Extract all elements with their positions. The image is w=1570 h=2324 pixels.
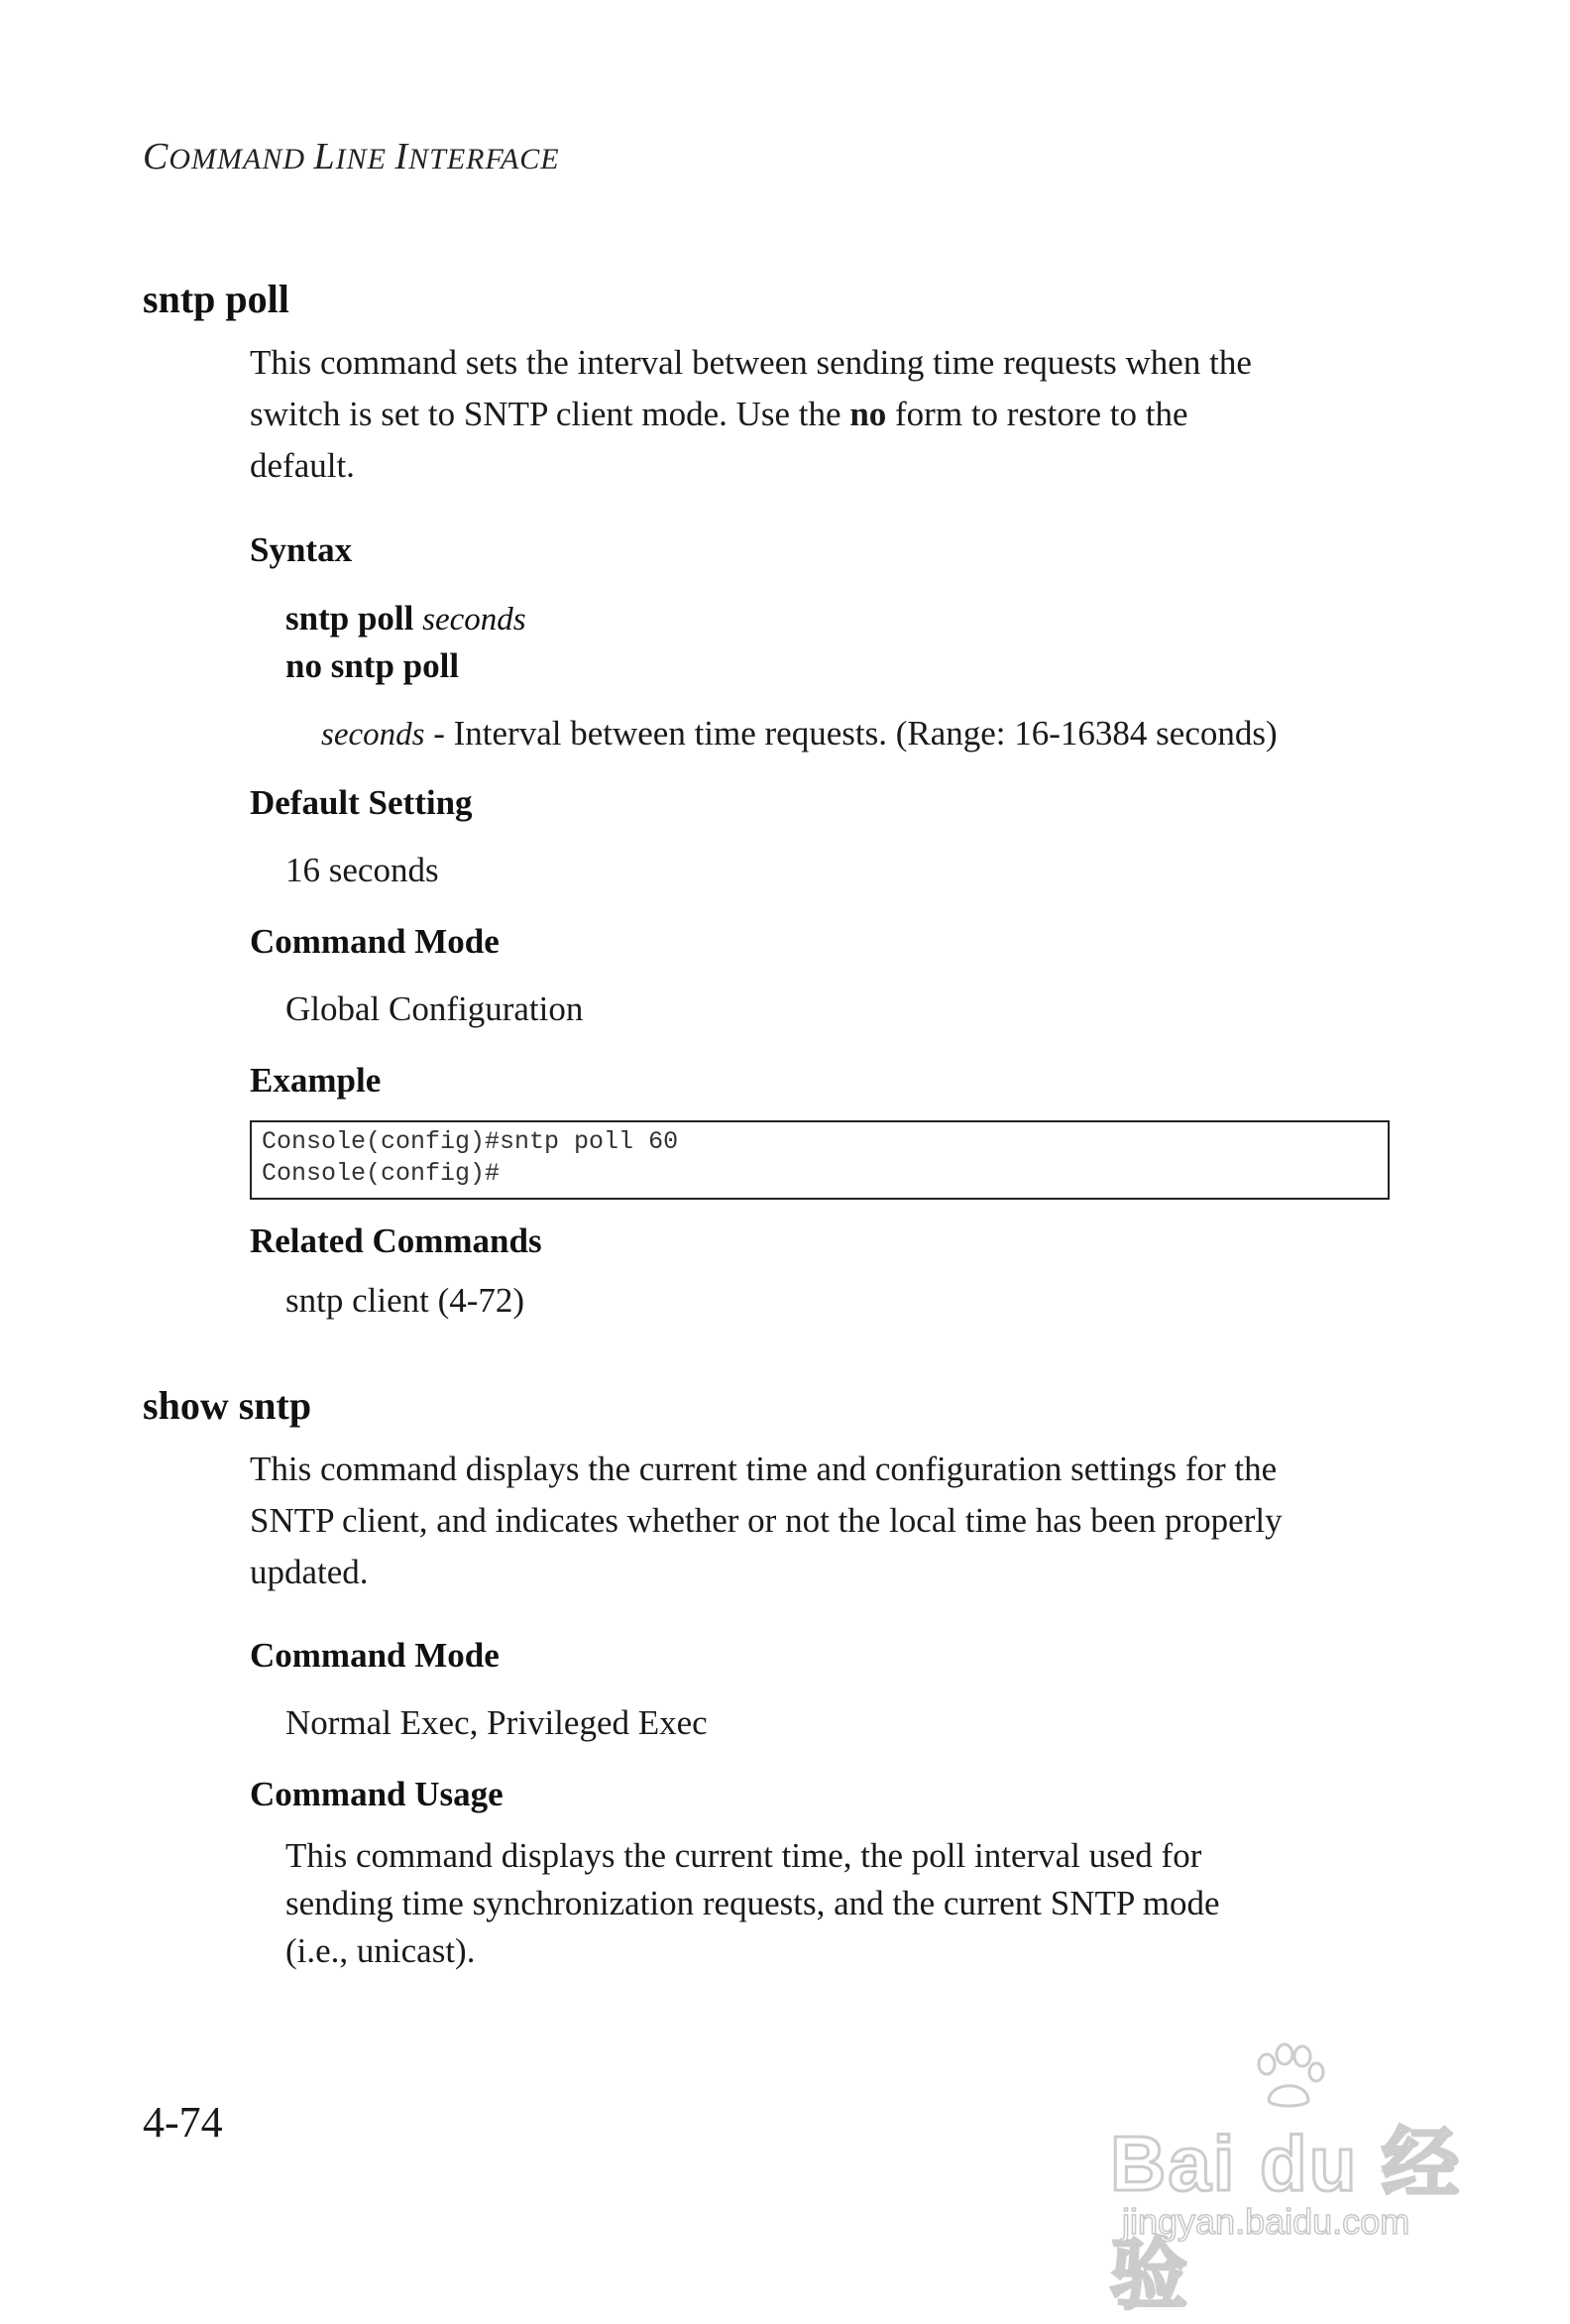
watermark-brand: Bai du 经验	[1110, 2120, 1462, 2318]
desc-line-3: default.	[250, 446, 355, 485]
related-commands-heading: Related Commands	[250, 1221, 542, 1260]
example-heading: Example	[250, 1061, 382, 1100]
desc-line-2: switch is set to SNTP client mode. Use the no form to restore to the	[250, 395, 1188, 433]
usage-line-1: This command displays the current time, the poll interval used for	[285, 1836, 1202, 1875]
default-setting-value: 16 seconds	[285, 851, 439, 889]
show-command-mode-heading: Command Mode	[250, 1636, 500, 1675]
watermark-url: jingyan.baidu.com	[1122, 2201, 1410, 2242]
desc-line-1: This command displays the current time and configuration settings for the	[250, 1450, 1278, 1488]
header-r2: INE	[335, 143, 395, 175]
running-header	[143, 135, 560, 178]
syntax-arg: seconds	[422, 602, 526, 638]
command-mode-value: Global Configuration	[285, 989, 584, 1028]
baidu-watermark	[1110, 2042, 1487, 2318]
header-r1: OMMAND	[168, 143, 314, 175]
related-commands-value: sntp client (4-72)	[285, 1281, 525, 1320]
no-keyword: no	[849, 395, 887, 433]
syntax-no-command: no sntp poll	[285, 646, 460, 685]
syntax-command: sntp poll seconds	[285, 599, 526, 638]
syntax-heading: Syntax	[250, 530, 353, 569]
header-c3: I	[394, 136, 409, 177]
example-line-1: Console(config)#sntp poll 60	[262, 1127, 679, 1156]
desc-line-1: This command sets the interval between sending time requests when the	[250, 343, 1252, 382]
sntp-poll-description	[250, 337, 1390, 492]
command-mode-heading: Command Mode	[250, 922, 500, 961]
show-sntp-title: show sntp	[143, 1383, 312, 1428]
show-command-mode-value: Normal Exec, Privileged Exec	[285, 1703, 708, 1742]
example-code-box	[250, 1120, 1390, 1200]
example-line-2: Console(config)#	[262, 1159, 501, 1188]
header-c2: L	[313, 136, 336, 177]
usage-line-3: (i.e., unicast).	[285, 1931, 476, 1970]
show-sntp-description	[250, 1444, 1390, 1598]
desc-line-2: SNTP client, and indicates whether or not the local time has been properly	[250, 1501, 1283, 1540]
usage-line-2: sending time synchronization requests, and the current SNTP mode	[285, 1884, 1220, 1922]
header-r3: NTERFACE	[408, 143, 560, 175]
sntp-poll-title: sntp poll	[143, 277, 289, 321]
default-setting-heading: Default Setting	[250, 783, 473, 822]
param-name: seconds	[321, 717, 425, 753]
param-seconds	[321, 714, 1278, 754]
command-usage-text	[285, 1832, 1376, 1975]
header-c1: C	[143, 136, 169, 177]
param-desc: - Interval between time requests. (Range: 16-16384 seconds)	[424, 714, 1278, 753]
desc-line-3: updated.	[250, 1553, 369, 1591]
command-usage-heading: Command Usage	[250, 1775, 504, 1813]
page-number: 4-74	[143, 2098, 223, 2147]
